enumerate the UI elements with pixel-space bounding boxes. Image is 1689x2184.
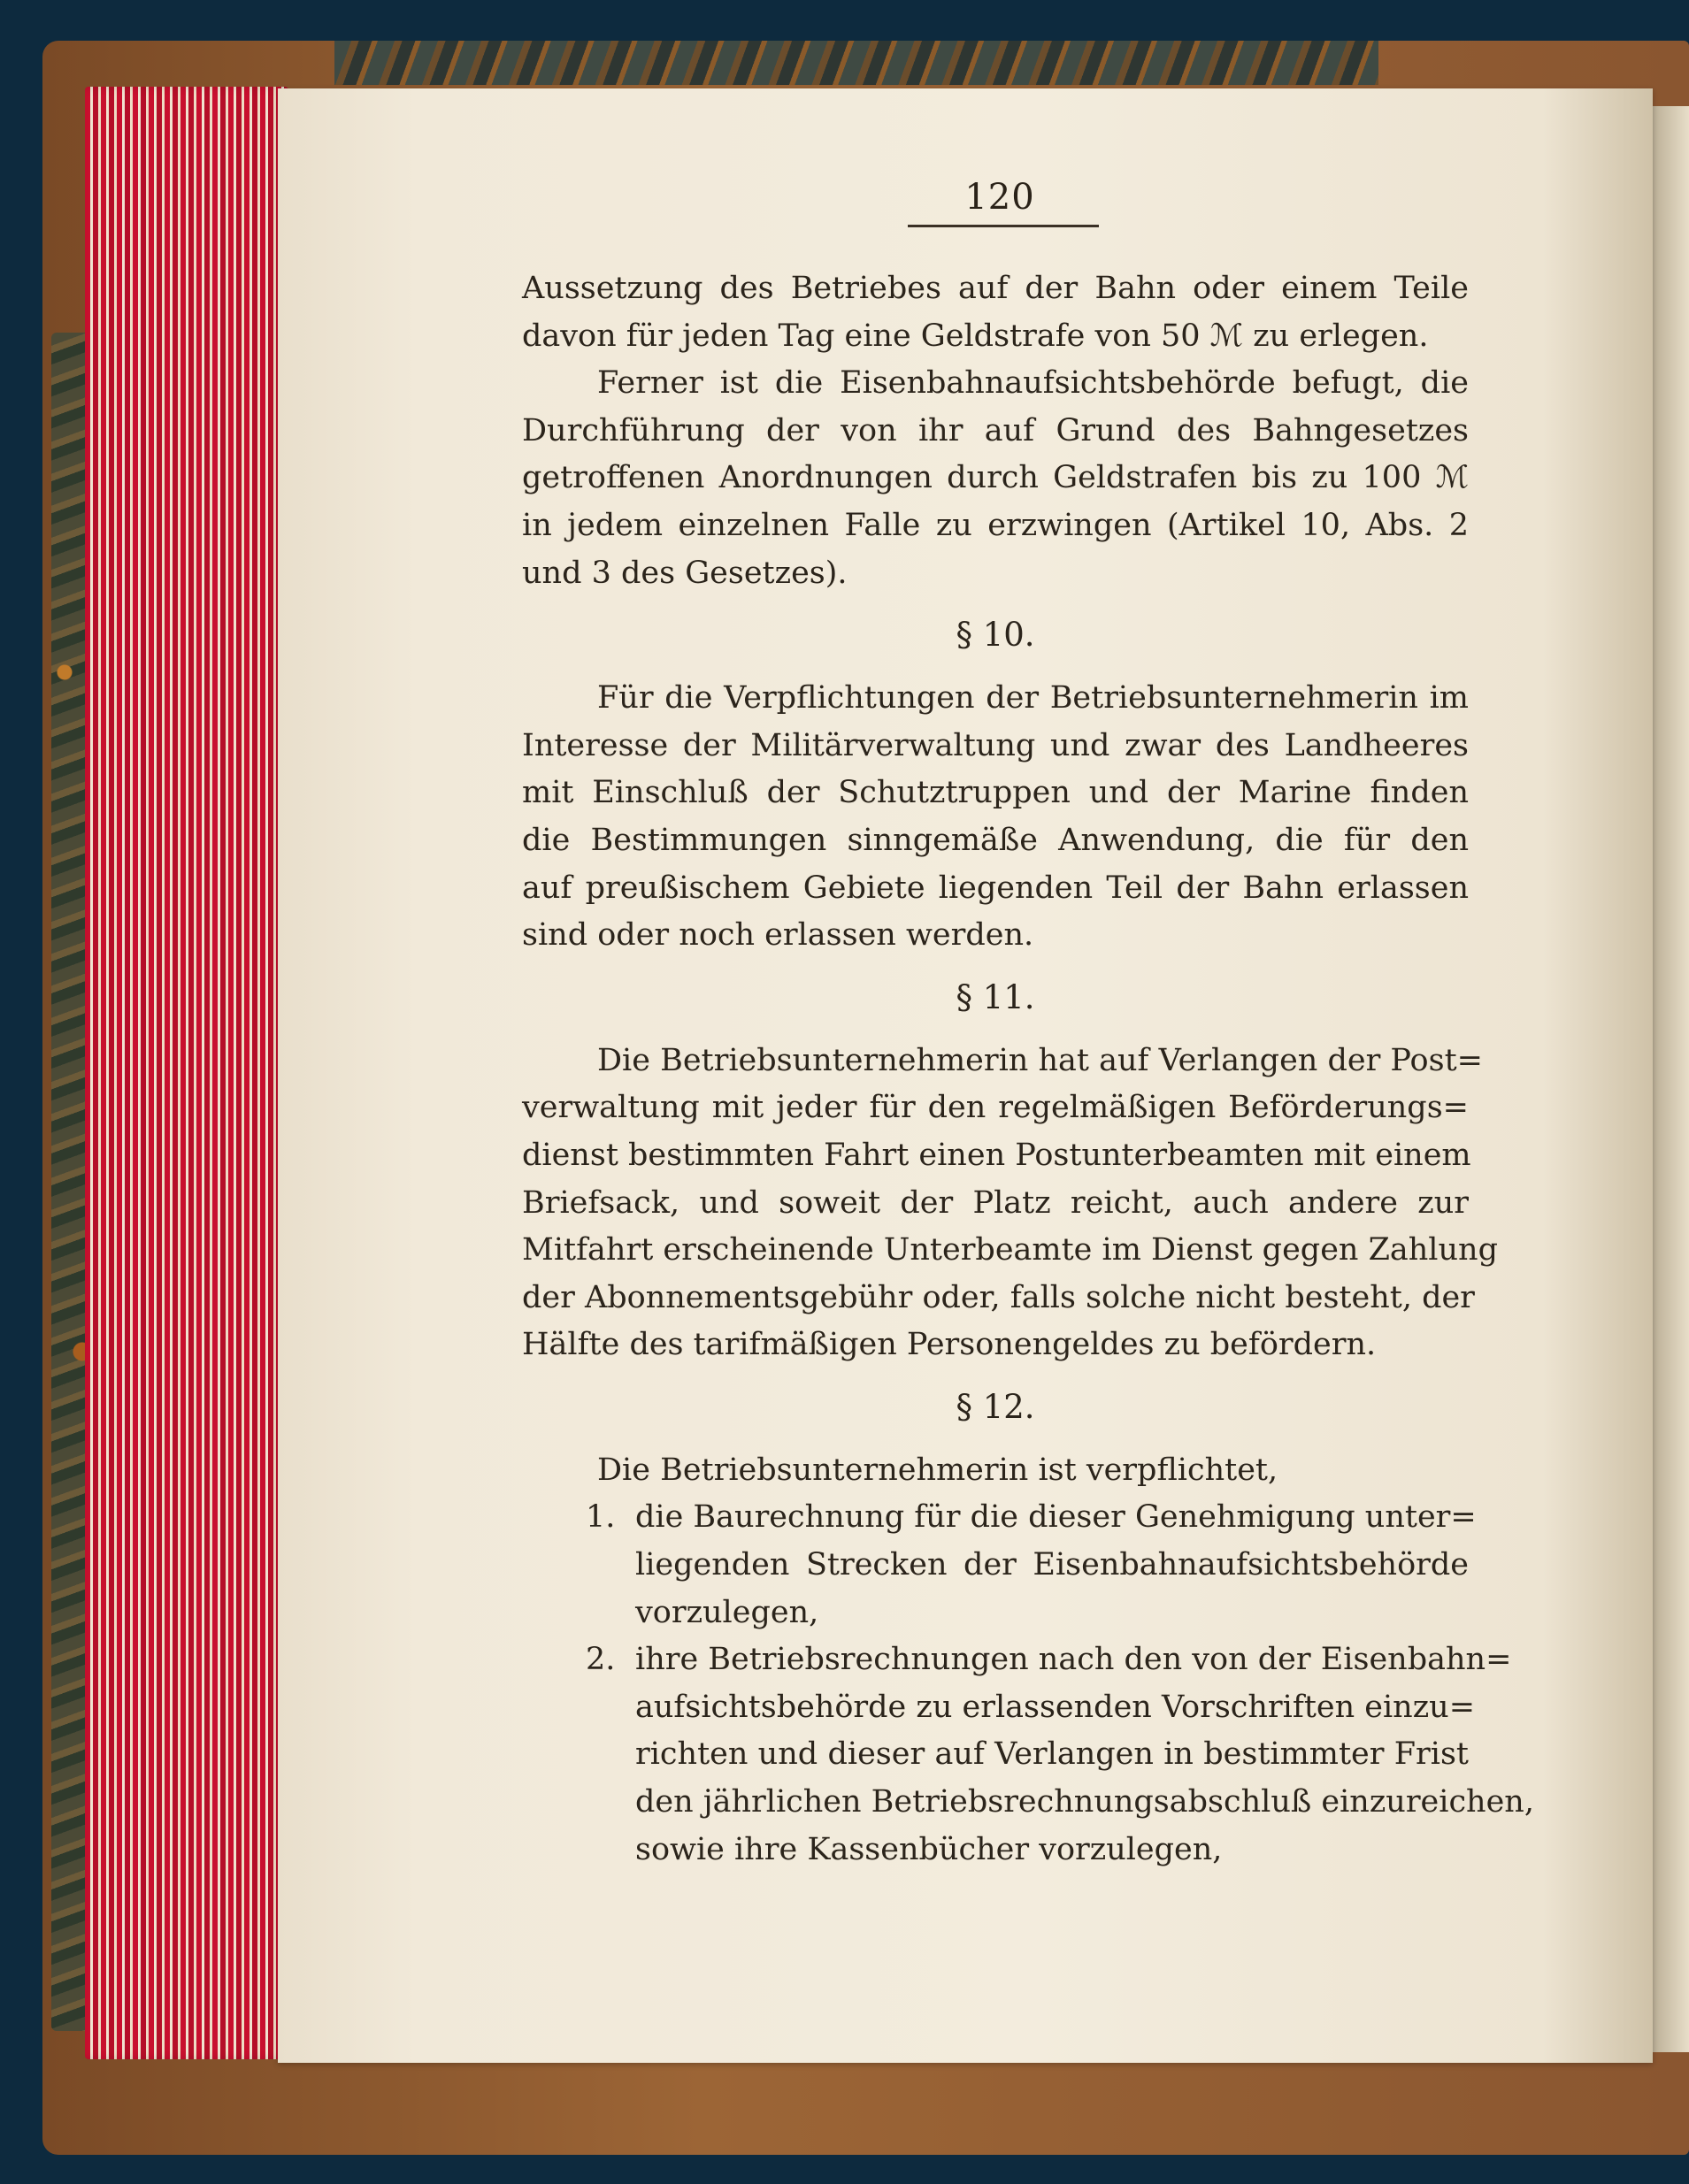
section-heading-10: § 10. [956, 616, 1035, 655]
text-line: Hälfte des tarifmäßigen Personengeldes zu befördern. [522, 1327, 1377, 1363]
list-item [522, 1636, 1534, 1874]
text-line: sind oder noch erlassen werden. [522, 917, 1034, 954]
text-line: die Bestimmungen sinngemäße Anwendung, die für den [522, 822, 1469, 858]
text-line: in jedem einzelnen Falle zu erzwingen (Artikel 10, Abs. 2 [522, 507, 1469, 543]
text-line: Die Betriebsunternehmerin hat auf Verlangen der Post= [597, 1042, 1483, 1078]
text-line: dienst bestimmten Fahrt einen Postunterbeamten mit einem [522, 1137, 1471, 1173]
text-line: Die Betriebsunternehmerin ist verpflichtet, [597, 1452, 1278, 1488]
marbled-board-top [334, 41, 1378, 85]
text-line: Für die Verpflichtungen der Betriebsunternehmerin im [597, 680, 1469, 717]
page-number: 120 [964, 177, 1035, 218]
text-line: ihre Betriebsrechnungen nach den von der Eisenbahn= [635, 1642, 1512, 1678]
text-line: mit Einschluß der Schutztruppen und der Marine finden [522, 775, 1469, 811]
text-line: verwaltung mit jeder für den regelmäßigen Beförderungs= [522, 1090, 1469, 1126]
section-11-body [522, 1038, 1498, 1369]
intro-paragraphs [522, 265, 1469, 597]
list-item [522, 1494, 1477, 1636]
section-10-body [522, 675, 1469, 960]
text-line: getroffenen Anordnungen durch Geldstrafen bis zu 100 ℳ [522, 460, 1469, 496]
section-12-body [522, 1447, 1534, 1874]
text-line: der Abonnementsgebühr oder, falls solche nicht besteht, der [522, 1279, 1475, 1315]
text-line: Interesse der Militärverwaltung und zwar des Landheeres [522, 727, 1469, 763]
list-number: 2. [586, 1642, 616, 1678]
text-line: den jährlichen Betriebsrechnungsabschluß einzureichen, [635, 1784, 1534, 1820]
list-number: 1. [586, 1499, 616, 1536]
text-line: liegenden Strecken der Eisenbahnaufsichtsbehörde [635, 1547, 1469, 1583]
section-heading-11: § 11. [956, 977, 1035, 1016]
text-line: auf preußischem Gebiete liegenden Teil der Bahn erlassen [522, 870, 1469, 906]
text-line: und 3 des Gesetzes). [522, 555, 848, 591]
page-number-rule [908, 225, 1099, 227]
text-line: Briefsack, und soweit der Platz reicht, auch andere zur [522, 1184, 1469, 1221]
text-line: Mitfahrt erscheinende Unterbeamte im Dienst gegen Zahlung [522, 1232, 1498, 1268]
text-line: die Baurechnung für die dieser Genehmigung unter= [635, 1499, 1477, 1536]
text-line: aufsichtsbehörde zu erlassenden Vorschriften einzu= [635, 1689, 1476, 1725]
text-line: Aussetzung des Betriebes auf der Bahn oder einem Teile [522, 271, 1469, 306]
section-heading-12: § 12. [956, 1387, 1035, 1426]
red-page-edges [85, 87, 288, 2059]
text-line: sowie ihre Kassenbücher vorzulegen, [635, 1831, 1223, 1867]
page-text [522, 265, 1534, 1874]
text-line: Durchführung der von ihr auf Grund des Bahngesetzes [522, 412, 1469, 448]
text-line: richten und dieser auf Verlangen in bestimmter Frist [635, 1736, 1469, 1773]
text-line: davon für jeden Tag eine Geldstrafe von 50 ℳ zu erlegen. [522, 318, 1429, 354]
text-line: Ferner ist die Eisenbahnaufsichtsbehörde befugt, die [597, 365, 1469, 402]
facing-page-edge [1651, 106, 1689, 2052]
text-line: vorzulegen, [635, 1594, 819, 1630]
